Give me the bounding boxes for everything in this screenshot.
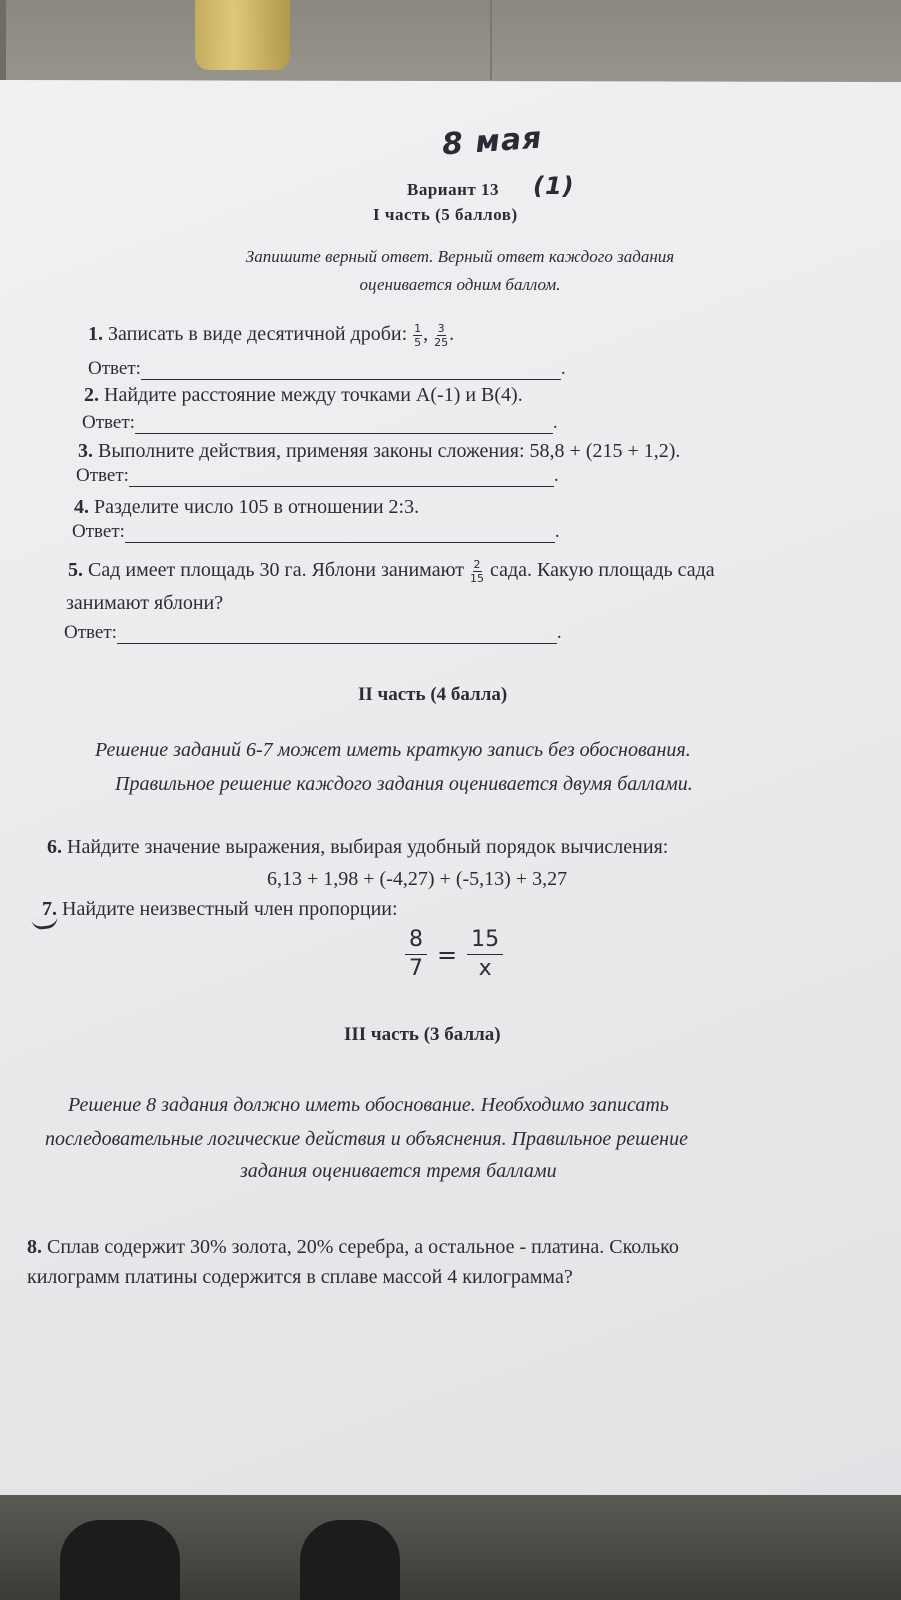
answer-label: Ответ: <box>76 465 129 486</box>
part2-note-line1: Решение заданий 6-7 может иметь краткую запись без обоснования. <box>95 739 691 761</box>
answer-label: Ответ: <box>64 622 117 643</box>
task-number: 4. <box>74 496 89 518</box>
part1-intro-line1: Запишите верный ответ. Верный ответ каждого задания <box>245 247 675 266</box>
task-number: 5. <box>68 559 83 582</box>
task-text: Выполните действия, применяя законы сложения: 58,8 + (215 + 1,2). <box>98 440 681 462</box>
fraction: $\frac{3}{25}$ <box>434 322 449 349</box>
answer-row-2: Ответ: . <box>82 412 558 433</box>
shoe <box>300 1520 400 1600</box>
answer-field-1[interactable] <box>141 361 561 380</box>
handwritten-variant-mark: (1) <box>533 172 575 200</box>
part3-note-line1: Решение 8 задания должно иметь обоснование. Необходимо записать <box>68 1094 669 1116</box>
answer-label: Ответ: <box>72 521 125 542</box>
task-number: 8. <box>27 1236 42 1258</box>
task-8-line2: килограмм платины содержится в сплаве массой 4 килограмма? <box>27 1266 573 1288</box>
fraction-right: $\frac{15}{x}$ <box>467 926 503 983</box>
task-text: Найдите неизвестный член пропорции: <box>62 898 398 920</box>
task-number: 6. <box>47 836 62 858</box>
equals-sign: = <box>437 940 458 969</box>
task-2 <box>84 384 523 407</box>
task-text: Записать в виде десятичной дроби: <box>108 323 408 346</box>
answer-row-5: Ответ: . <box>64 622 562 643</box>
task-3 <box>78 440 680 463</box>
part3-note-line3: задания оценивается тремя баллами <box>240 1160 557 1182</box>
task-6-expression: 6,13 + 1,98 + (-4,27) + (-5,13) + 3,27 <box>267 868 568 890</box>
fraction: $\frac{2}{15}$ <box>470 558 484 585</box>
task-number: 2. <box>84 384 99 406</box>
answer-label: Ответ: <box>82 412 135 433</box>
part1-intro-line2: оценивается одним баллом. <box>359 275 561 294</box>
part3-title: III часть (3 балла) <box>344 1024 501 1045</box>
task-1: 1. Записать в виде десятичной дроби: $\frac{1}{5}$ , $\frac{3}{25}$ . <box>88 322 455 349</box>
answer-row-4: Ответ: . <box>72 521 560 542</box>
task-6 <box>47 836 668 859</box>
task-8 <box>27 1236 679 1259</box>
task-5-line2: занимают яблони? <box>66 592 224 614</box>
answer-label: Ответ: <box>88 358 141 379</box>
task-text-cont: сада. Какую площадь сада <box>490 559 715 582</box>
answer-field-5[interactable] <box>117 625 557 644</box>
task-text: Сплав содержит 30% золота, 20% серебра, а остальное - платина. Сколько <box>47 1236 679 1258</box>
task-4 <box>74 496 419 519</box>
task-text: Разделите число 105 в отношении 2:3. <box>94 496 420 518</box>
handwritten-date: 8 мая <box>440 120 544 163</box>
part1-title: I часть (5 баллов) <box>373 205 518 224</box>
task-number: 3. <box>78 440 93 462</box>
floor-seam <box>490 0 492 80</box>
fraction-left: $\frac{8}{7}$ <box>405 926 427 983</box>
floor-edge <box>0 0 6 90</box>
task-text: Найдите значение выражения, выбирая удобный порядок вычисления: <box>67 836 669 858</box>
answer-field-2[interactable] <box>135 415 553 434</box>
answer-row-3: Ответ: . <box>76 465 559 486</box>
test-sheet <box>0 80 901 1522</box>
variant-title: Вариант 13 <box>407 180 499 199</box>
task-text: Сад имеет площадь 30 га. Яблони занимают <box>88 559 464 582</box>
answer-row-1: Ответ: . <box>88 358 566 379</box>
task-text: Найдите расстояние между точками А(-1) и В(4). <box>104 384 523 406</box>
task-5 <box>68 558 715 585</box>
task-7-proportion <box>405 926 503 983</box>
task-number: 1. <box>88 323 103 346</box>
fraction: $\frac{1}{5}$ <box>414 322 422 349</box>
part3-note-line2: последовательные логические действия и объяснения. Правильное решение <box>45 1128 688 1150</box>
shoe <box>60 1520 180 1600</box>
answer-field-3[interactable] <box>129 468 554 487</box>
task-7 <box>42 898 398 921</box>
part2-note-line2: Правильное решение каждого задания оценивается двумя баллами. <box>115 773 693 795</box>
task-number: 7. <box>42 898 57 920</box>
answer-field-4[interactable] <box>125 524 555 543</box>
part2-title: II часть (4 балла) <box>358 684 508 705</box>
chair-leg <box>195 0 290 70</box>
